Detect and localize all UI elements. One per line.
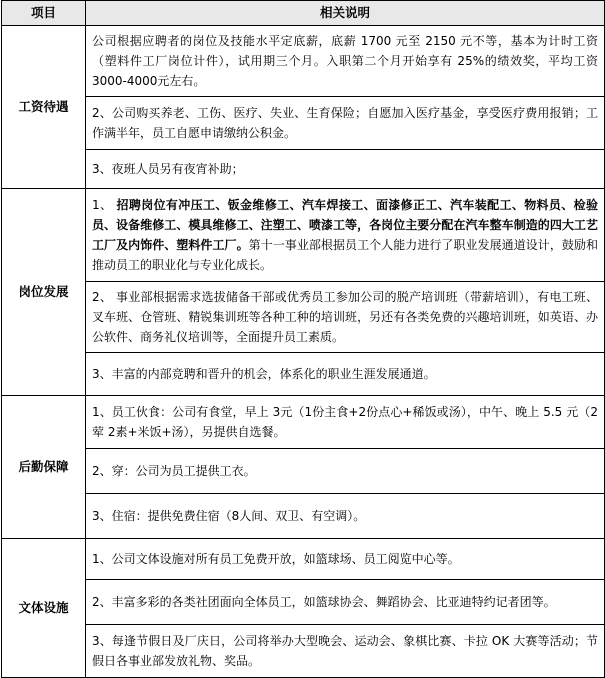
table-row <box>2 26 605 97</box>
category-logistics: 后勤保障 <box>2 396 86 539</box>
logistics-desc-2: 2、穿：公司为员工提供工衣。 <box>86 449 605 494</box>
career-desc-1-prefix: 1、 <box>92 198 113 212</box>
category-career: 岗位发展 <box>2 189 86 396</box>
recreation-desc-3: 3、每逢节假日及厂庆日，公司将举办大型晚会、运动会、象棋比赛、卡拉 OK 大赛等活动；节假日各事业部发放礼物、奖品。 <box>86 625 605 678</box>
table-header-row <box>2 1 605 26</box>
recreation-desc-2: 2、丰富多彩的各类社团面向全体员工，如篮球协会、舞蹈协会、比亚迪特约记者团等。 <box>86 580 605 625</box>
career-desc-1-bold: 招聘岗位有冲压工、钣金维修工、汽车焊接工、面漆修正工、汽车装配工、物料员、检验员、设备维修工、模具维修工、注塑工、喷漆工等，各岗位主要分配在汽车整车制造的四大工艺工厂及内饰件、塑料件工厂。 <box>92 198 598 252</box>
table-row <box>2 189 605 282</box>
table-row <box>2 150 605 189</box>
info-table <box>1 0 605 678</box>
table-row <box>2 494 605 539</box>
career-desc-1-normal: 第十一事业部根据员工个人能力进行了职业发展通道设计，鼓励和推动员工的职业化与专业化成长。 <box>92 238 598 272</box>
table-row <box>2 449 605 494</box>
table-row <box>2 353 605 396</box>
table-row <box>2 539 605 580</box>
header-description: 相关说明 <box>86 1 605 26</box>
salary-desc-2: 2、公司购买养老、工伤、医疗、失业、生育保险；自愿加入医疗基金，享受医疗费用报销；工作满半年，员工自愿申请缴纳公积金。 <box>86 97 605 150</box>
category-recreation: 文体设施 <box>2 539 86 678</box>
career-desc-2: 2、 事业部根据需求选拔储备干部或优秀员工参加公司的脱产培训班（带薪培训），有电工班、叉车班、仓管班、精锐集训班等各种工种的培训班，另还有各类免费的兴趣培训班，如英语、办公软件、商务礼仪培训等，全面提升员工素质。 <box>86 282 605 353</box>
salary-desc-3: 3、夜班人员另有夜宵补助； <box>86 150 605 189</box>
career-desc-1 <box>86 189 605 282</box>
header-item: 项目 <box>2 1 86 26</box>
table-row <box>2 580 605 625</box>
salary-desc-1: 公司根据应聘者的岗位及技能水平定底薪，底薪 1700 元至 2150 元不等，基本为计时工资（塑料件工厂岗位计件），试用期三个月。入职第二个月开始享有 25%的绩效奖，平均工资 3000-4000元左右。 <box>86 26 605 97</box>
table-row <box>2 625 605 678</box>
table-row <box>2 282 605 353</box>
recreation-desc-1: 1、公司文体设施对所有员工免费开放，如篮球场、员工阅览中心等。 <box>86 539 605 580</box>
category-salary: 工资待遇 <box>2 26 86 189</box>
table-row <box>2 396 605 449</box>
table-row <box>2 97 605 150</box>
career-desc-3: 3、丰富的内部竞聘和晋升的机会，体系化的职业生涯发展通道。 <box>86 353 605 396</box>
logistics-desc-1: 1、员工伙食：公司有食堂，早上 3元（1份主食+2份点心+稀饭或汤），中午、晚上 5.5 元（2荤 2素+米饭+汤），另提供自选餐。 <box>86 396 605 449</box>
logistics-desc-3: 3、住宿：提供免费住宿（8人间、双卫、有空调）。 <box>86 494 605 539</box>
